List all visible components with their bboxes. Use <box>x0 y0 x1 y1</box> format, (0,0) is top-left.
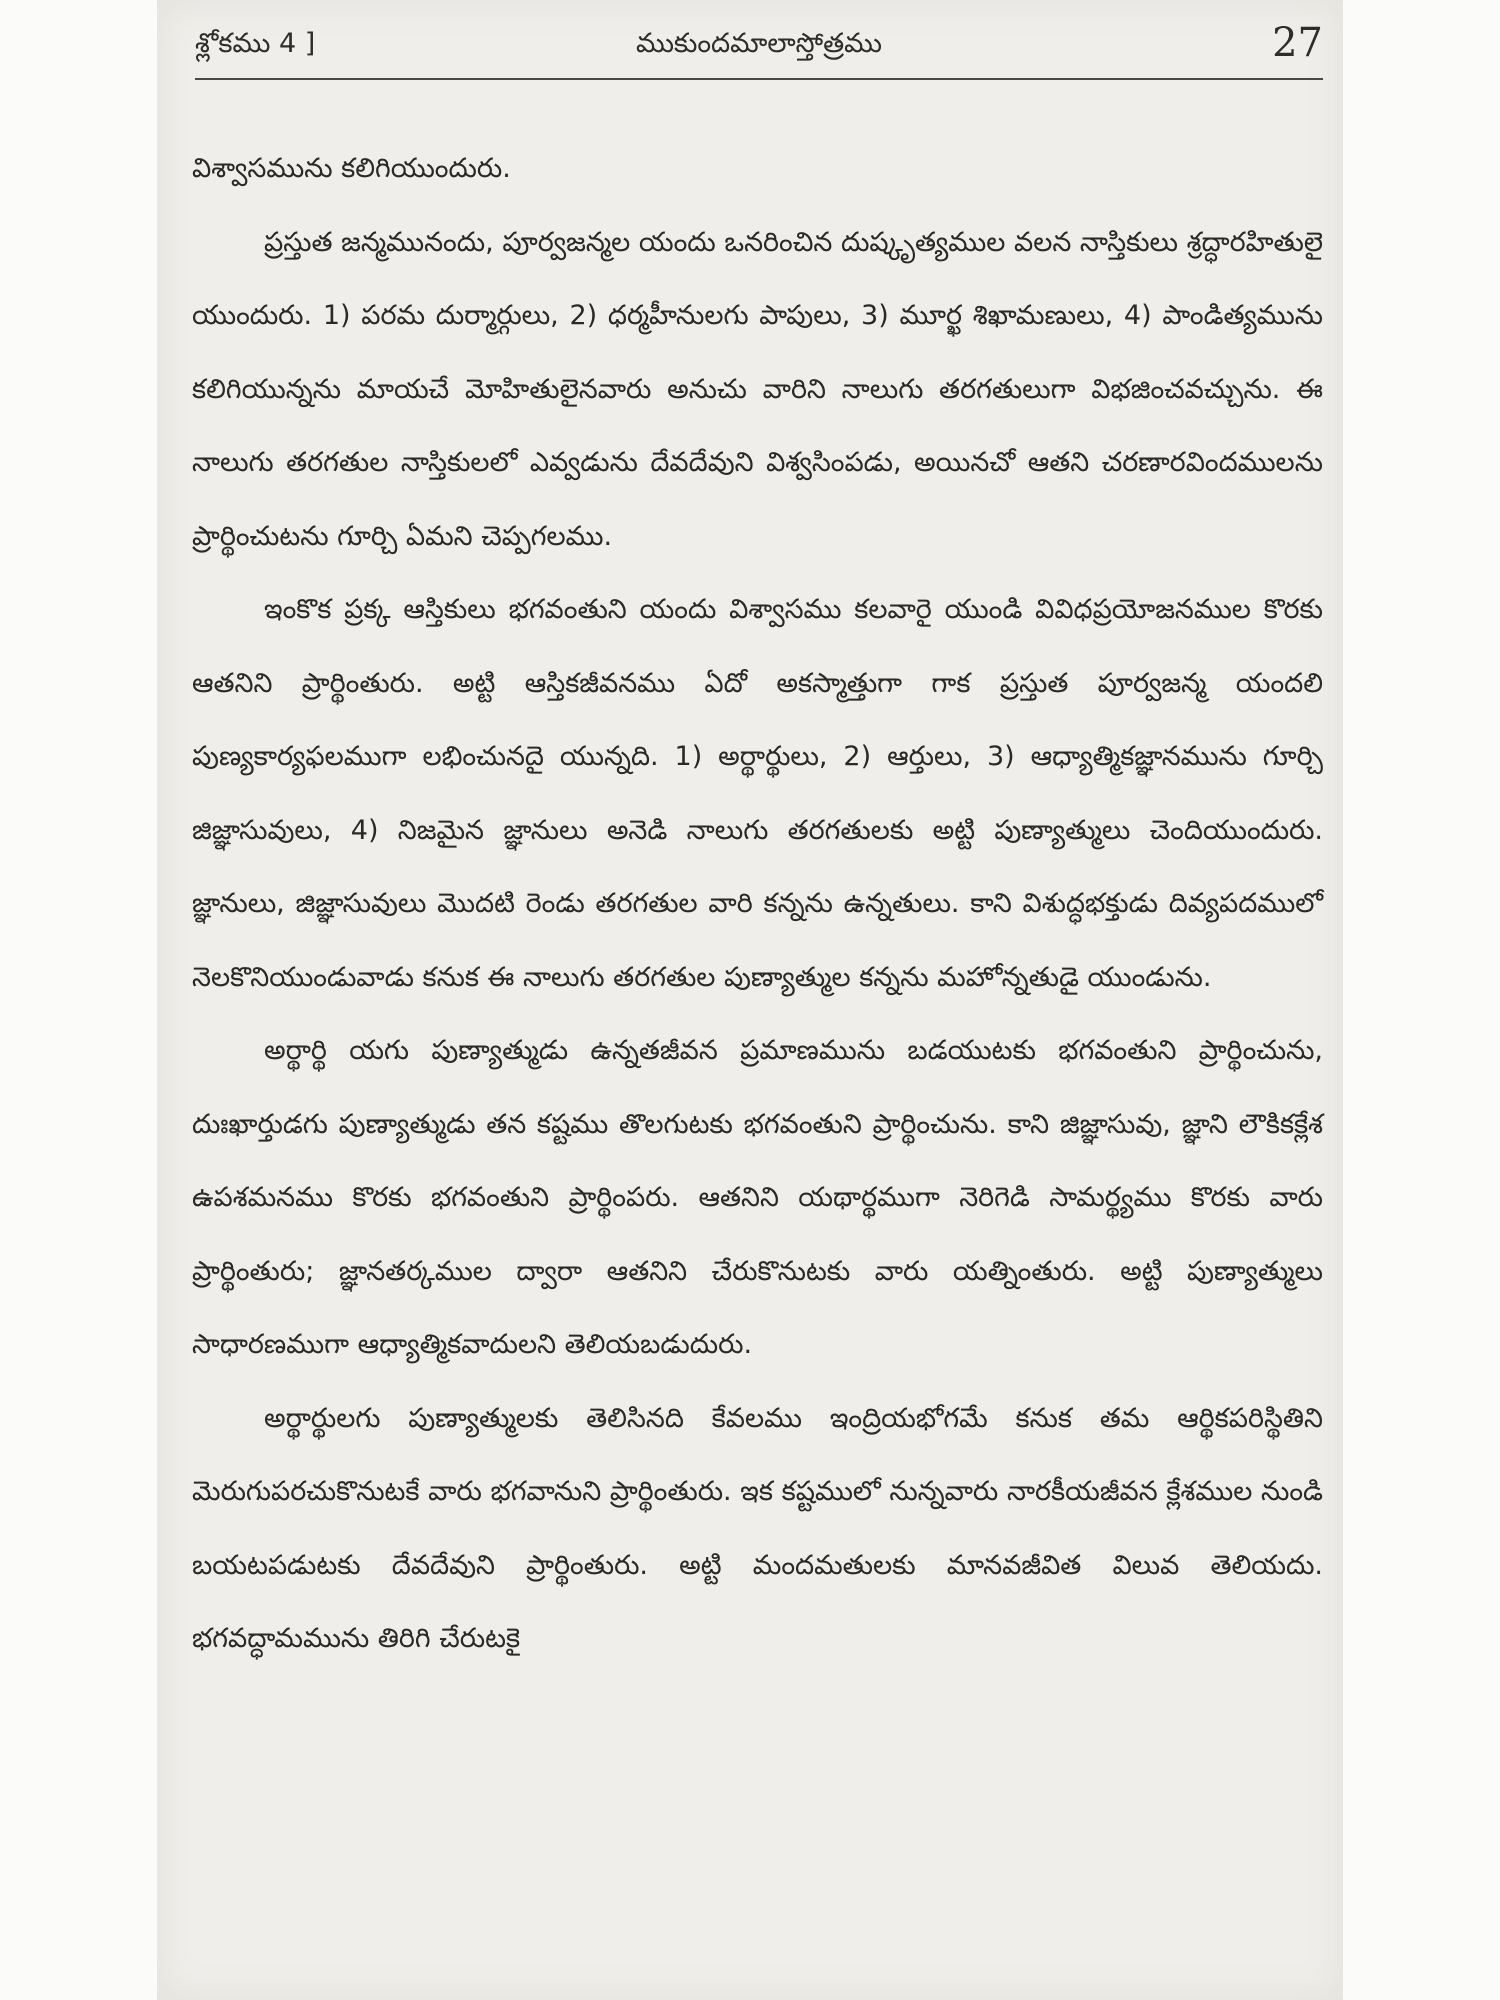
body-text <box>192 132 1323 1676</box>
chapter-title: ముకుందమాలాస్తోత్రము <box>636 28 882 59</box>
running-header <box>195 20 1323 80</box>
paragraph: అర్థార్థి యగు పుణ్యాత్ముడు ఉన్నతజీవన ప్రమాణమును బడయుటకు భగవంతుని ప్రార్థించును, దుఃఖార్తుడగు పుణ్యాత్ముడు తన కష్టము తొలగుటకు భగవంతుని ప్రార్థించును. కాని జిజ్ఞాసువు, జ్ఞాని లౌకికక్లేశ ఉపశమనము కొరకు భగవంతుని ప్రార్థింపరు. ఆతనిని యథార్థముగా నెరిగెడి సామర్థ్యము కొరకు వారు ప్రార్థింతురు; జ్ఞానతర్కముల ద్వారా ఆతనిని చేరుకొనుటకు వారు యత్నింతురు. అట్టి పుణ్యాత్ములు సాధారణముగా ఆధ్యాత్మికవాదులని తెలియబడుదురు. <box>192 1035 1323 1360</box>
paragraph: అర్థార్థులగు పుణ్యాత్ములకు తెలిసినది కేవలము ఇంద్రియభోగమే కనుక తమ ఆర్థికపరిస్థితిని మెరుగుపరచుకొనుటకే వారు భగవానుని ప్రార్థింతురు. ఇక కష్టములో నున్నవారు నారకీయజీవన క్లేశముల నుండి బయటపడుటకు దేవదేవుని ప్రార్థింతురు. అట్టి మందమతులకు మానవజీవిత విలువ తెలియదు. భగవద్ధామమును తిరిగి చేరుటకై <box>192 1402 1323 1654</box>
paragraph: ఇంకొక ప్రక్క ఆస్తికులు భగవంతుని యందు విశ్వాసము కలవారై యుండి వివిధప్రయోజనముల కొరకు ఆతనిని ప్రార్థింతురు. అట్టి ఆస్తికజీవనము ఏదో అకస్మాత్తుగా గాక ప్రస్తుత పూర్వజన్మ యందలి పుణ్యకార్యఫలముగా లభించునదై యున్నది. 1) అర్థార్థులు, 2) ఆర్తులు, 3) ఆధ్యాత్మికజ్ఞానమును గూర్చి జిజ్ఞాసువులు, 4) నిజమైన జ్ఞానులు అనెడి నాలుగు తరగతులకు అట్టి పుణ్యాత్ములు చెందియుందురు. జ్ఞానులు, జిజ్ఞాసువులు మొదటి రెండు తరగతుల వారి కన్నను ఉన్నతులు. కాని విశుద్ధభక్తుడు దివ్యపదములో నెలకొనియుండువాడు కనుక ఈ నాలుగు తరగతుల పుణ్యాత్ముల కన్నను మహోన్నతుడై యుండును. <box>192 594 1323 993</box>
book-page <box>157 0 1343 2000</box>
paragraph: ప్రస్తుత జన్మమునందు, పూర్వజన్మల యందు ఒనరించిన దుష్కృత్యముల వలన నాస్తికులు శ్రద్ధారహితులై యుందురు. 1) పరమ దుర్మార్గులు, 2) ధర్మహీనులగు పాపులు, 3) మూర్ఖ శిఖామణులు, 4) పాండిత్యమును కలిగియున్నను మాయచే మోహితులైనవారు అనుచు వారిని నాలుగు తరగతులుగా విభజించవచ్చును. ఈ నాలుగు తరగతుల నాస్తికులలో ఎవ్వడును దేవదేవుని విశ్వసింపడు, అయినచో ఆతని చరణారవిందములను ప్రార్థించుటను గూర్చి ఏమని చెప్పగలము. <box>192 226 1323 552</box>
verse-label: శ్లోకము 4 ] <box>195 28 316 59</box>
paragraph: విశ్వాసమును కలిగియుందురు. <box>192 153 511 184</box>
page-number: 27 <box>1272 20 1323 66</box>
